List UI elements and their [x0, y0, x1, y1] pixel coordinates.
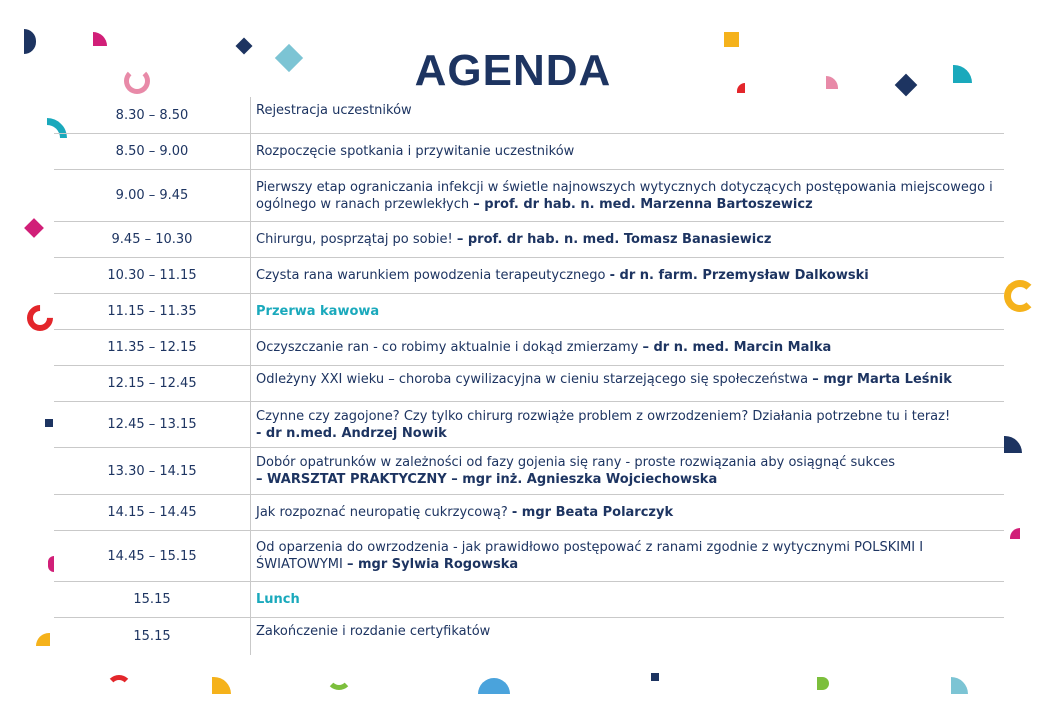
agenda-item: [251, 330, 1004, 365]
agenda-row: [54, 294, 1004, 330]
agenda-speaker: - dr n.med. Andrzej Nowik: [256, 425, 447, 441]
confetti-red-arc-icon: [22, 300, 59, 337]
agenda-row: [54, 448, 1004, 495]
confetti-lightblue-quarter-icon: [951, 677, 968, 694]
confetti-green-arc-icon: [326, 664, 352, 690]
confetti-yellow-square-icon: [724, 32, 739, 47]
agenda-row: [54, 258, 1004, 294]
confetti-navy-square-icon: [45, 419, 53, 427]
agenda-time: 9.45 – 10.30: [54, 222, 251, 257]
agenda-topic: Dobór opatrunków w zależności od fazy gojenia się rany - proste rozwiązania aby osiągnąć sukces: [256, 455, 895, 470]
agenda-topic: Rejestracja uczestników: [256, 103, 412, 118]
agenda-time: 8.50 – 9.00: [54, 134, 251, 169]
agenda-speaker: - dr n. farm. Przemysław Dalkowski: [609, 268, 869, 283]
agenda-break-label: Przerwa kawowa: [256, 304, 380, 319]
agenda-row: [54, 330, 1004, 366]
agenda-item: [251, 618, 1004, 655]
agenda-row: [54, 582, 1004, 618]
agenda-speaker: - mgr Beata Polarczyk: [511, 505, 674, 520]
agenda-topic: Rozpoczęcie spotkania i przywitanie uczestników: [256, 144, 575, 159]
agenda-row: [54, 618, 1004, 655]
confetti-pink-diamond-icon: [24, 218, 44, 238]
agenda-time: 12.15 – 12.45: [54, 366, 251, 401]
agenda-break-label: Lunch: [256, 592, 300, 607]
agenda-topic: Czynne czy zagojone? Czy tylko chirurg rozwiąże problem z owrzodzeniem? Działania potrzebne tu i teraz!: [256, 408, 951, 424]
agenda-topic: Od oparzenia do owrzodzenia - jak prawidłowo postępować z ranami zgodnie z wytycznymi POLSKIMI I ŚWIATOWYMI: [256, 540, 924, 572]
agenda-speaker: – dr n. med. Marcin Malka: [642, 340, 832, 355]
agenda-topic: Chirurgu, posprzątaj po sobie!: [256, 232, 453, 247]
agenda-time: 9.00 – 9.45: [54, 170, 251, 221]
agenda-time: 14.45 – 15.15: [54, 531, 251, 581]
agenda-item: [251, 402, 1004, 447]
agenda-row: [54, 495, 1004, 531]
agenda-topic: Czysta rana warunkiem powodzenia terapeutycznego: [256, 268, 606, 283]
agenda-topic: Zakończenie i rozdanie certyfikatów: [256, 624, 491, 639]
agenda-time: 8.30 – 8.50: [54, 97, 251, 133]
agenda-time: 12.45 – 13.15: [54, 402, 251, 447]
agenda-item: [251, 134, 1004, 169]
agenda-item: [251, 448, 1004, 494]
confetti-yellow-quarter-icon: [212, 677, 231, 694]
agenda-speaker: – prof. dr hab. n. med. Tomasz Banasiewicz: [456, 232, 772, 247]
agenda-topic: Odleżyny XXI wieku – choroba cywilizacyjna w cieniu starzejącego się społeczeństwa: [256, 372, 809, 387]
agenda-time: 15.15: [54, 618, 251, 655]
agenda-time: 15.15: [54, 582, 251, 617]
agenda-speaker: – prof. dr hab. n. med. Marzenna Bartoszewicz: [473, 196, 813, 212]
agenda-time: 14.15 – 14.45: [54, 495, 251, 530]
agenda-row: [54, 366, 1004, 402]
agenda-topic: Oczyszczanie ran - co robimy aktualnie i dokąd zmierzamy: [256, 340, 639, 355]
agenda-item: [251, 366, 1004, 401]
agenda-row: [54, 402, 1004, 448]
agenda-row: [54, 97, 1004, 134]
agenda-row: [54, 222, 1004, 258]
agenda-row: [54, 134, 1004, 170]
agenda-item: [251, 97, 1004, 133]
confetti-pink-quarter-icon: [1010, 528, 1020, 539]
confetti-lightblue-semicircle-icon: [478, 678, 510, 694]
confetti-navy-square-icon: [651, 673, 659, 681]
agenda-item: [251, 170, 1004, 221]
confetti-yellow-quarter-icon: [36, 633, 50, 646]
agenda-topic: Pierwszy etap ograniczania infekcji w świetle najnowszych wytycznych dotyczących postępowania miejscowego i ogólnego w ranach przewlekłych: [256, 179, 993, 212]
agenda-row: [54, 170, 1004, 222]
agenda-row: [54, 531, 1004, 582]
agenda-time: 11.35 – 12.15: [54, 330, 251, 365]
agenda-time: 13.30 – 14.15: [54, 448, 251, 494]
agenda-time: 11.15 – 11.35: [54, 294, 251, 329]
agenda-item: [251, 582, 1004, 617]
confetti-navy-quarter-icon: [1004, 436, 1022, 453]
agenda-item: [251, 495, 1004, 530]
agenda-table: [54, 97, 1004, 655]
agenda-speaker: – mgr Sylwia Rogowska: [346, 557, 519, 572]
confetti-green-semicircle-icon: [817, 677, 829, 690]
confetti-yellow-arc-icon: [1004, 280, 1036, 312]
agenda-item: [251, 531, 1004, 581]
agenda-item: [251, 258, 1004, 293]
agenda-item: [251, 222, 1004, 257]
confetti-red-arc-icon: [106, 675, 132, 701]
page-title: AGENDA: [414, 46, 612, 95]
agenda-topic: Jak rozpoznać neuropatię cukrzycową?: [256, 505, 508, 520]
agenda-item: [251, 294, 1004, 329]
agenda-speaker: – WARSZTAT PRAKTYCZNY – mgr inż. Agnieszka Wojciechowska: [256, 472, 718, 487]
agenda-speaker: – mgr Marta Leśnik: [812, 372, 952, 387]
agenda-time: 10.30 – 11.15: [54, 258, 251, 293]
confetti-pink-quarter-icon: [93, 32, 107, 46]
